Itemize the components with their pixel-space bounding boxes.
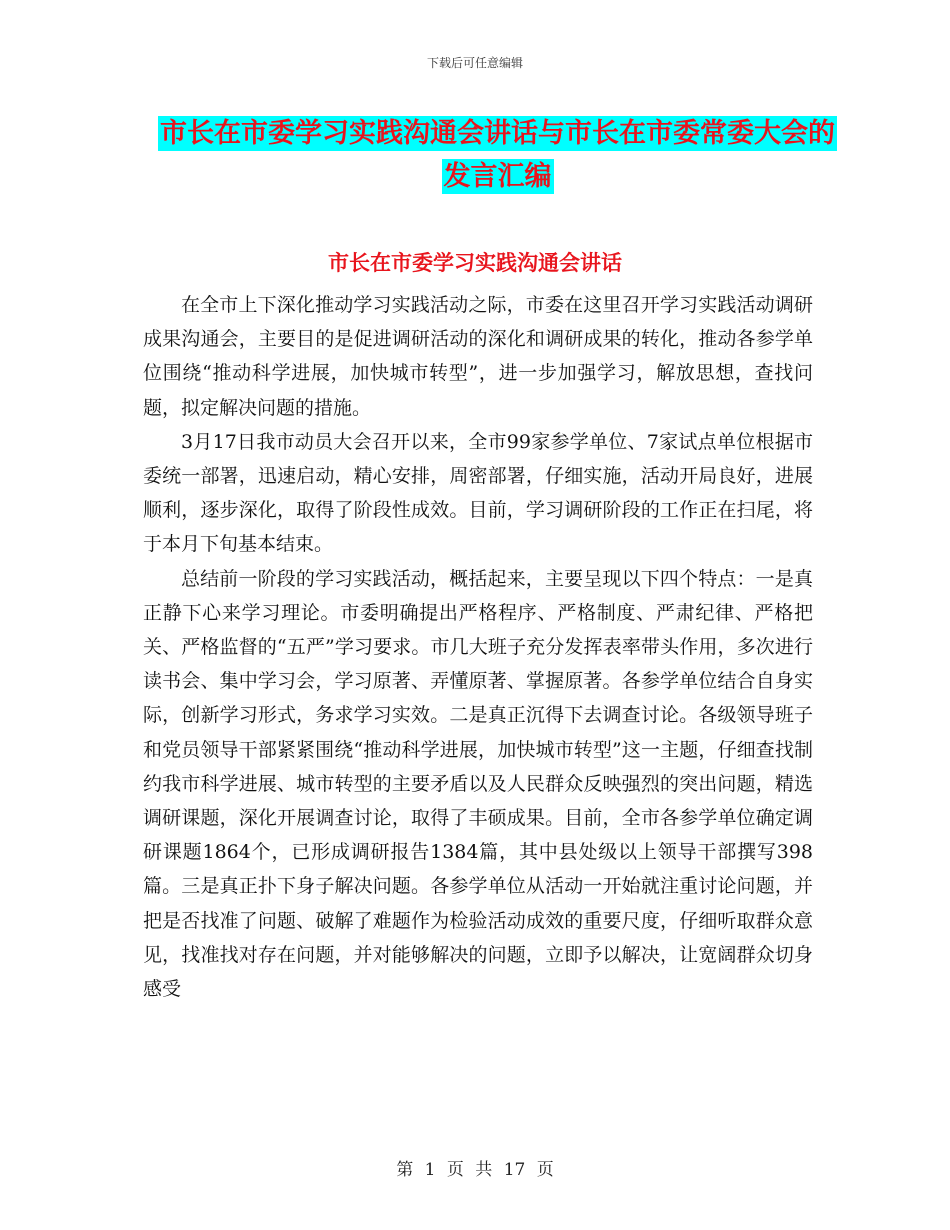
section-title: 市长在市委学习实践沟通会讲话: [328, 251, 622, 275]
paragraph: 总结前一阶段的学习实践活动，概括起来，主要呈现以下四个特点：一是真正静下心来学习理论。市委明确提出严格程序、严格制度、严肃纪律、严格把关、严格监督的“五严”学习要求。市几大班子充分发挥表率带头作用，多次进行读书会、集中学习会，学习原著、弄懂原著、掌握原著。各参学单位结合自身实际，创新学习形式，务求学习实效。二是真正沉得下去调查讨论。各级领导班子和党员领导干部紧紧围绕“推动科学进展，加快城市转型”这一主题，仔细查找制约我市科学进展、城市转型的主要矛盾以及人民群众反映强烈的突出问题，精选调研课题，深化开展调查讨论，取得了丰硕成果。目前，全市各参学单位确定调研课题1864个，已形成调研报告1384篇，其中县处级以上领导干部撰写398篇。三是真正扑下身子解决问题。各参学单位从活动一开始就注重讨论问题，并把是否找准了问题、破解了难题作为检验活动成效的重要尺度，仔细听取群众意见，找准找对存在问题，并对能够解决的问题，立即予以解决，让宽阔群众切身感受: [143, 567, 813, 1001]
paragraph: 在全市上下深化推动学习实践活动之际，市委在这里召开学习实践活动调研成果沟通会，主要目的是促进调研活动的深化和调研成果的转化，推动各参学单位围绕“推动科学进展，加快城市转型”，进一步加强学习，解放思想，查找问题，拟定解决问题的措施。: [143, 294, 813, 419]
paragraph: 3月17日我市动员大会召开以来，全市99家参学单位、7家试点单位根据市委统一部署，迅速启动，精心安排，周密部署，仔细实施，活动开局良好，进展顺利，逐步深化，取得了阶段性成效。目前，学习调研阶段的工作正在扫尾，将于本月下旬基本结束。: [143, 430, 813, 556]
page-number: 第 1 页 共 17 页: [396, 1160, 554, 1180]
document-title-text: 市长在市委学习实践沟通会讲话与市长在市委常委大会的发言汇编: [160, 118, 835, 192]
document-title: [150, 112, 845, 198]
body-text: [143, 288, 813, 1006]
header-note: 下载后可任意编辑: [426, 56, 523, 70]
